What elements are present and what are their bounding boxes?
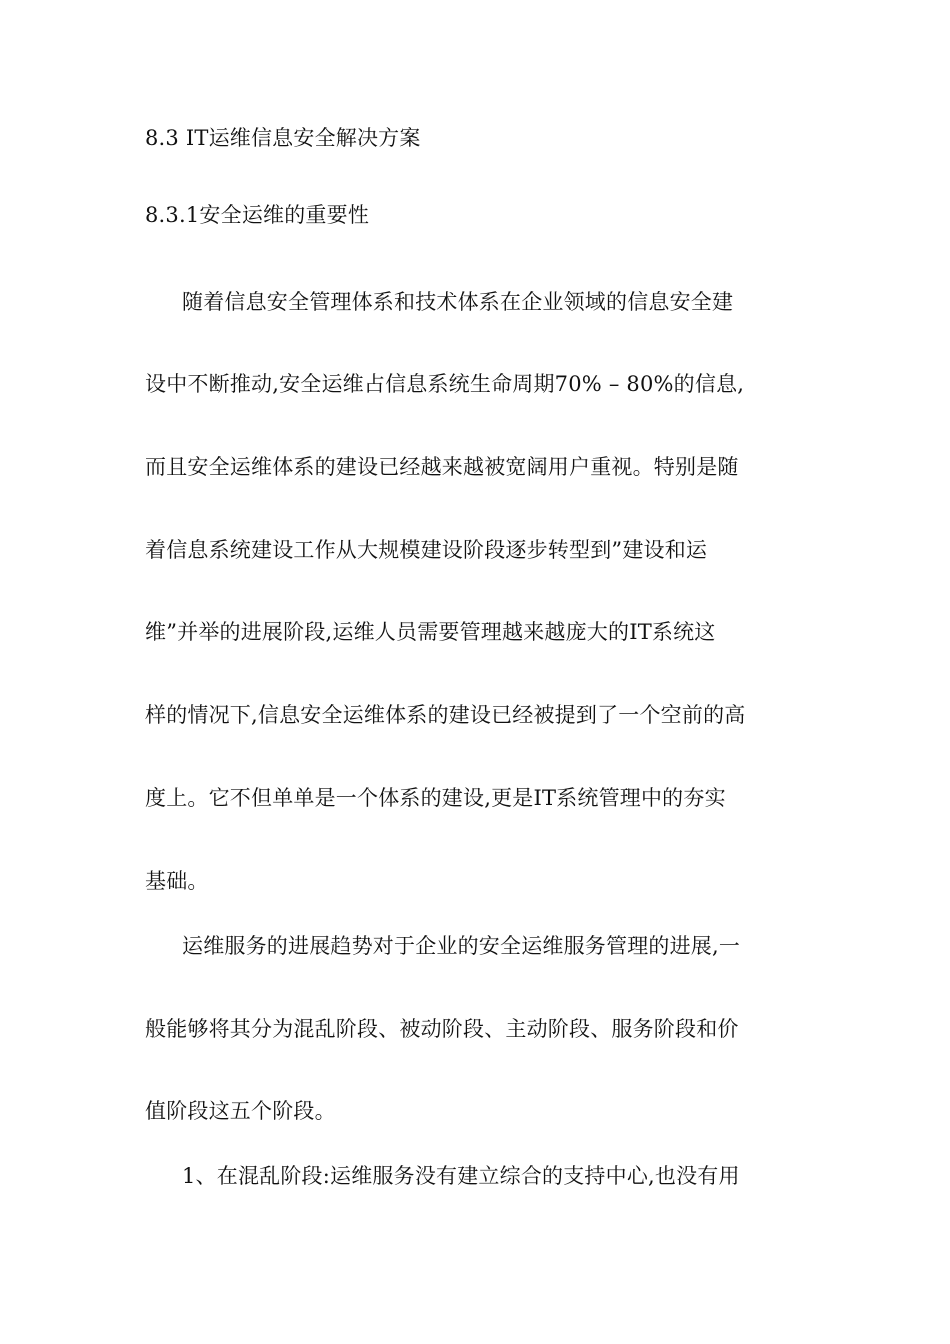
paragraph-line: 般能够将其分为混乱阶段、被动阶段、主动阶段、服务阶段和价 <box>145 1017 739 1041</box>
paragraph-line: 基础。 <box>145 869 209 893</box>
paragraph-line: 而且安全运维体系的建设已经越来越被宽阔用户重视。特别是随 <box>145 455 739 479</box>
paragraph-line: 运维服务的进展趋势对于企业的安全运维服务管理的进展,一 <box>182 934 741 958</box>
paragraph-line: 1、在混乱阶段:运维服务没有建立综合的支持中心,也没有用 <box>182 1164 740 1188</box>
paragraph-line: 维”并举的进展阶段,运维人员需要管理越来越庞大的IT系统这 <box>145 620 716 644</box>
paragraph-line: 样的情况下,信息安全运维体系的建设已经被提到了一个空前的高 <box>145 703 746 727</box>
paragraph-line: 度上。它不但单单是一个体系的建设,更是IT系统管理中的夯实 <box>145 786 726 810</box>
subsection-heading: 8.3.1安全运维的重要性 <box>145 203 370 227</box>
section-heading: 8.3 IT运维信息安全解决方案 <box>145 126 421 150</box>
paragraph-line: 设中不断推动,安全运维占信息系统生命周期70% – 80%的信息, <box>145 372 745 396</box>
paragraph-line: 随着信息安全管理体系和技术体系在企业领域的信息安全建 <box>182 290 734 314</box>
paragraph-line: 着信息系统建设工作从大规模建设阶段逐步转型到”建设和运 <box>145 538 708 562</box>
paragraph-line: 值阶段这五个阶段。 <box>145 1099 336 1123</box>
